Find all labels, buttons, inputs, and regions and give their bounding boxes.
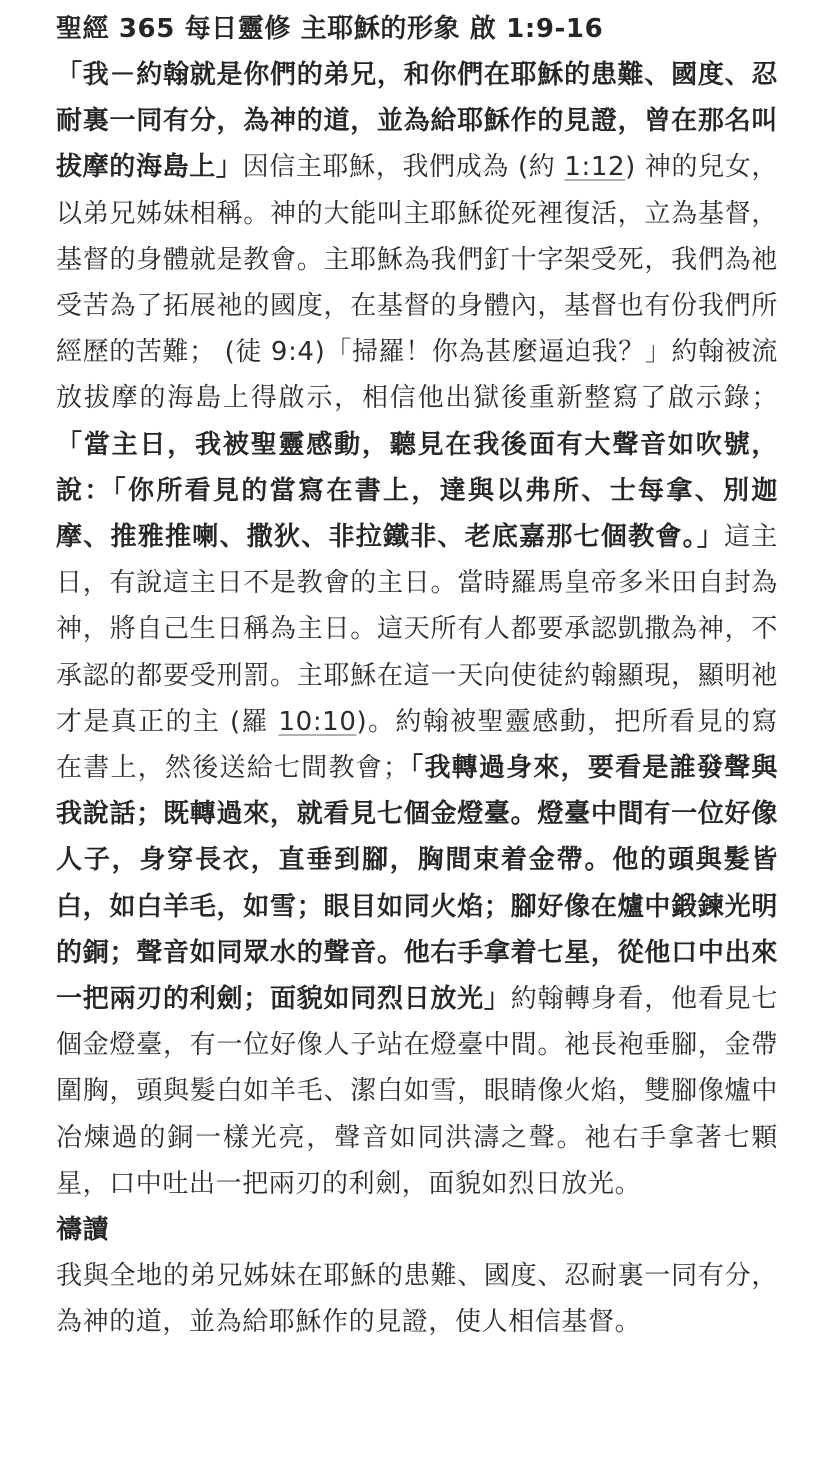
body-text: 因信主耶穌，我們成為 (約 [242,152,565,183]
devotional-page [56,6,778,1346]
scripture-quote: 「我轉過身來，要看是誰發聲與我說話；既轉過來，就看見七個金燈臺。燈臺中間有一位好像人子，身穿長衣，直垂到腳，胸間束着金帶。他的頭與髮皆白，如白羊毛，如雪；眼目如同火焰；腳好像在爐中鍛鍊光明的銅；聲音如同眾水的聲音。他右手拿着七星，從他口中出來一把兩刃的利劍；面貌如同烈日放光」 [56,753,778,1015]
scripture-reference-link[interactable]: 10:10 [278,706,357,737]
body-text: ) 神的兒女，以弟兄姊妹相稱。神的大能叫主耶穌從死裡復活，立為基督，基督的身體就是教會。主耶穌為我們釘十字架受死，我們為祂受苦為了拓展祂的國度，在基督的身體內，基督也有份我們所經歷的苦難； (徒 9:4)「掃羅！你為甚麼逼迫我？」約翰被流放拔摩的海島上得啟示，相信他出獄後重新整寫了啟示錄； [56,152,779,414]
scripture-reference-link[interactable]: 1:12 [564,152,626,183]
prayer-text: 我與全地的弟兄姊妹在耶穌的患難、國度、忍耐裏一同有分，為神的道，並為給耶穌作的見證，使人相信基督。 [56,1261,778,1338]
body-text: 這主日，有說這主日不是教會的主日。當時羅馬皇帝多米田自封為神，將自己生日稱為主日。這天所有人都要承認凱撒為神，不承認的都要受刑罰。主耶穌在這一天向使徒約翰顯現，顯明祂才是真正的主 (羅 [56,522,778,737]
prayer-heading: 禱讀 [56,1215,110,1246]
scripture-quote: 「我－約翰就是你們的弟兄，和你們在耶穌的患難、國度、忍耐裏一同有分，為神的道，並為給耶穌作的見證，曾在那名叫拔摩的海島上」 [56,60,778,183]
page-title: 聖經 365 每日靈修 主耶穌的形象 啟 1:9-16 [56,14,604,44]
scripture-quote: 「當主日，我被聖靈感動，聽見在我後面有大聲音如吹號，說：「你所看見的當寫在書上，達與以弗所、士每拿、別迦摩、推雅推喇、撒狄、非拉鐵非、老底嘉那七個教會。」 [56,429,778,553]
body-text: )。約翰被聖靈感動，把所看見的寫在書上，然後送給七間教會； [56,706,778,784]
devotional-body [56,52,778,1207]
body-text: 約翰轉身看，他看見七個金燈臺，有一位好像人子站在燈臺中間。祂長袍垂腳，金帶圍胸，頭與髮白如羊毛、潔白如雪，眼睛像火焰，雙腳像爐中冶煉過的銅一樣光亮，聲音如同洪濤之聲。祂右手拿著七顆星，口中吐出一把兩刃的利劍，面貌如烈日放光。 [56,984,778,1199]
